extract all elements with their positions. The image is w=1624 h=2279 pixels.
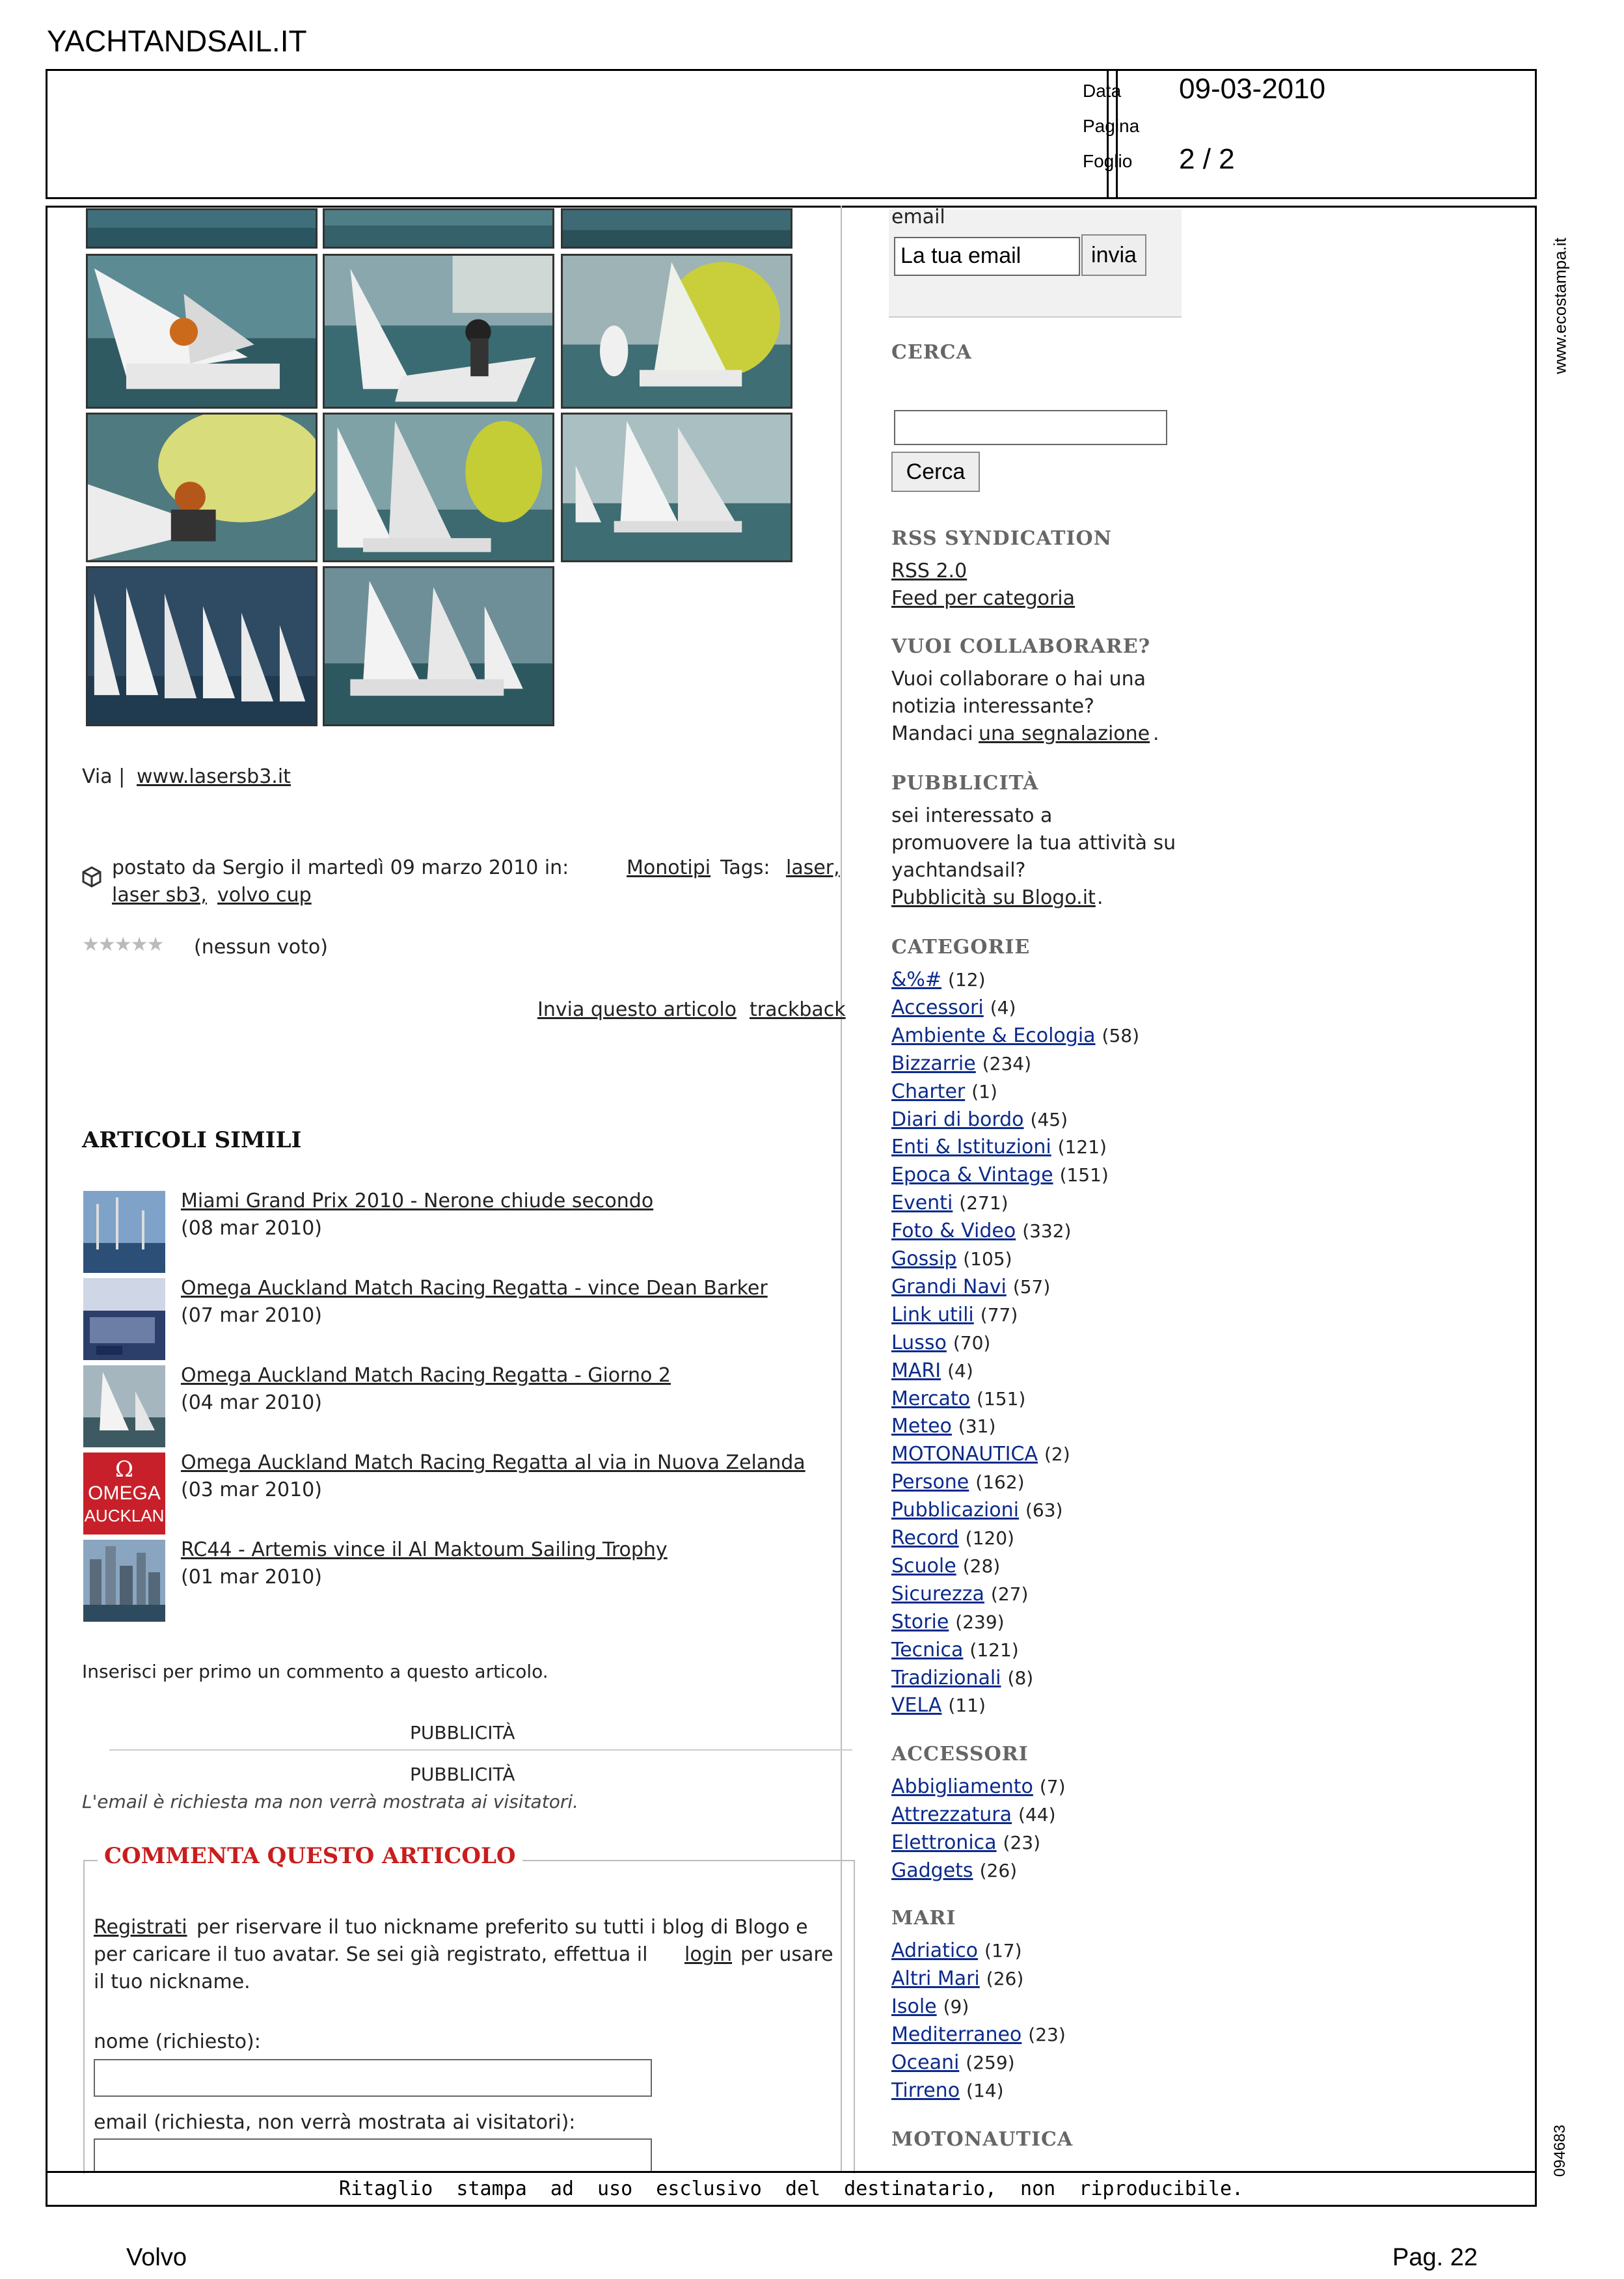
category-count: (27) xyxy=(990,1583,1029,1605)
category-count: (31) xyxy=(958,1415,996,1438)
category-count: (151) xyxy=(977,1387,1026,1410)
search-button[interactable]: Cerca xyxy=(891,452,980,492)
category-link[interactable]: Pubblicazioni xyxy=(891,1499,1019,1522)
category-item xyxy=(891,1775,1066,1798)
register-text: il tuo nickname. xyxy=(94,1971,250,1993)
category-count: (271) xyxy=(959,1192,1008,1214)
category-item xyxy=(891,2023,1066,2046)
register-link[interactable]: Registrati xyxy=(94,1916,187,1939)
category-count: (57) xyxy=(1012,1276,1051,1298)
category-link[interactable]: VELA xyxy=(891,1694,942,1717)
category-link[interactable]: Mercato xyxy=(891,1387,971,1410)
category-count: (44) xyxy=(1018,1803,1056,1825)
category-count: (234) xyxy=(982,1052,1032,1074)
category-link[interactable]: Oceani xyxy=(891,2051,960,2074)
category-link[interactable]: Bizzarrie xyxy=(891,1052,976,1075)
category-count: (11) xyxy=(948,1695,986,1717)
category-item xyxy=(891,1387,1025,1410)
category-count: (121) xyxy=(1057,1136,1107,1158)
category-link[interactable]: Scuole xyxy=(891,1554,956,1577)
category-item xyxy=(891,1080,997,1103)
advertising-heading: PUBBLICITÀ xyxy=(891,772,1039,795)
advertising-punct: . xyxy=(1097,886,1103,909)
category-link[interactable]: Meteo xyxy=(891,1415,952,1438)
category-count: (70) xyxy=(953,1331,991,1354)
collaborate-text: notizia interessante? xyxy=(891,695,1094,718)
category-item xyxy=(891,1303,1018,1326)
rss-link[interactable]: RSS 2.0 xyxy=(891,560,968,582)
category-link[interactable]: Tirreno xyxy=(891,2079,960,2102)
category-count: (23) xyxy=(1028,2023,1066,2045)
category-link[interactable]: Diari di bordo xyxy=(891,1108,1024,1131)
cube-icon xyxy=(81,866,103,888)
collaborate-punct: . xyxy=(1153,722,1159,745)
category-link[interactable]: Epoca & Vintage xyxy=(891,1164,1053,1187)
register-text: per caricare il tuo avatar. Se sei già registrato, effettua il xyxy=(94,1943,648,1966)
category-link[interactable]: &%# xyxy=(891,968,942,991)
seas-heading: MARI xyxy=(891,1907,956,1930)
category-item xyxy=(891,1995,969,2018)
sidebar-divider xyxy=(889,316,1182,318)
similar-articles-heading: ARTICOLI SIMILI xyxy=(82,1127,302,1153)
article-thumbnail[interactable] xyxy=(83,1540,165,1622)
register-text: per usare xyxy=(740,1943,833,1966)
category-link[interactable]: Foto & Video xyxy=(891,1220,1016,1243)
clipping-disclaimer: Ritaglio stampa ad uso esclusivo del destinatario, non riproducibile. xyxy=(338,2177,1244,2200)
powerboats-heading: MOTONAUTICA xyxy=(891,2128,1074,2151)
category-link[interactable]: Tradizionali xyxy=(891,1666,1001,1689)
register-text: per riservare il tuo nickname preferito su tutti i blog di Blogo e xyxy=(196,1916,808,1939)
category-link[interactable]: Accessori xyxy=(891,996,984,1019)
rss-heading: RSS SYNDICATION xyxy=(891,527,1113,550)
category-count: (12) xyxy=(948,969,986,990)
category-count: (1) xyxy=(971,1080,997,1102)
similar-article-date: (03 mar 2010) xyxy=(181,1479,322,1501)
name-label: nome (richiesto): xyxy=(94,2030,261,2053)
side-website-text xyxy=(1547,221,1573,390)
name-input[interactable] xyxy=(94,2059,652,2097)
category-item xyxy=(891,1667,1033,1689)
footer-page-number: Pag. 22 xyxy=(1392,2244,1478,2271)
rating-stars[interactable]: ★★★★★ xyxy=(82,933,163,956)
similar-article-date: (01 mar 2010) xyxy=(181,1566,322,1589)
category-link[interactable]: Eventi xyxy=(891,1192,953,1215)
category-item xyxy=(891,1024,1139,1047)
category-count: (105) xyxy=(963,1248,1012,1270)
date-value: 09-03-2010 xyxy=(1179,73,1326,105)
category-count: (8) xyxy=(1007,1667,1034,1689)
category-link[interactable]: Enti & Istituzioni xyxy=(891,1136,1051,1159)
category-link[interactable]: Gossip xyxy=(891,1248,957,1270)
ad-label: PUBBLICITÀ xyxy=(410,1722,515,1743)
omega-logo-subtext: AUCKLAN xyxy=(84,1506,165,1525)
gallery-photo[interactable] xyxy=(86,566,318,726)
omega-symbol-icon: Ω xyxy=(115,1456,134,1482)
category-item xyxy=(891,1694,986,1717)
footer-topic: Volvo xyxy=(126,2244,187,2271)
tag-link[interactable]: laser, xyxy=(786,856,840,879)
article-thumbnail[interactable] xyxy=(83,1278,165,1360)
publication-name: YACHTANDSAIL.IT xyxy=(47,24,307,58)
via-link[interactable]: www.lasersb3.it xyxy=(137,765,291,788)
gallery-photo[interactable] xyxy=(86,208,318,249)
search-input[interactable] xyxy=(894,410,1167,445)
category-link[interactable]: MARI xyxy=(891,1359,941,1382)
tags-label: Tags: xyxy=(720,856,770,879)
rating-text: (nessun voto) xyxy=(194,936,328,959)
category-count: (239) xyxy=(955,1611,1005,1633)
newsletter-email-placeholder: La tua email xyxy=(900,243,1022,268)
advertising-text: promuovere la tua attività su xyxy=(891,832,1176,854)
category-link[interactable]: Storie xyxy=(891,1610,949,1633)
gallery-photo[interactable] xyxy=(561,254,792,409)
gallery-photo[interactable] xyxy=(86,413,318,562)
advertising-link[interactable]: Pubblicità su Blogo.it xyxy=(891,886,1096,909)
sheet-value: 2 / 2 xyxy=(1179,143,1235,175)
category-item xyxy=(891,1052,1031,1075)
similar-article-link[interactable]: RC44 - Artemis vince il Al Maktoum Sailing Trophy xyxy=(181,1538,668,1561)
category-link[interactable]: Monotipi xyxy=(627,856,711,879)
category-count: (7) xyxy=(1039,1776,1066,1797)
ad-divider xyxy=(109,1749,852,1751)
article-thumbnail[interactable] xyxy=(83,1191,165,1273)
similar-article-date: (08 mar 2010) xyxy=(181,1217,322,1240)
category-count: (28) xyxy=(962,1555,1001,1577)
similar-article-link[interactable]: Omega Auckland Match Racing Regatta - Giorno 2 xyxy=(181,1364,671,1387)
category-count: (4) xyxy=(947,1359,973,1382)
category-link[interactable]: Sicurezza xyxy=(891,1582,984,1605)
category-count: (23) xyxy=(1003,1831,1041,1853)
category-item xyxy=(891,1611,1005,1633)
email-input[interactable] xyxy=(94,2138,652,2171)
category-count: (332) xyxy=(1022,1220,1072,1242)
category-item xyxy=(891,1583,1028,1605)
category-link[interactable]: Mediterraneo xyxy=(891,2023,1022,2046)
gallery-photo[interactable] xyxy=(323,208,554,249)
category-item xyxy=(891,1967,1023,1990)
email-label: email (richiesta, non verrà mostrata ai visitatori): xyxy=(94,2111,576,2134)
category-item xyxy=(891,1276,1050,1298)
category-item xyxy=(891,1939,1022,1962)
search-heading: CERCA xyxy=(891,341,972,364)
category-link[interactable]: Adriatico xyxy=(891,1939,979,1962)
category-count: (45) xyxy=(1030,1108,1068,1130)
category-item xyxy=(891,1831,1040,1854)
category-link[interactable]: Altri Mari xyxy=(891,1967,980,1990)
sheet-label: Foglio xyxy=(1083,151,1133,171)
report-link[interactable]: una segnalazione xyxy=(979,722,1150,745)
gallery-photo[interactable] xyxy=(323,413,554,562)
trackback-link[interactable]: trackback xyxy=(750,998,846,1021)
category-item xyxy=(891,1331,990,1354)
footer-rule xyxy=(46,2171,1537,2173)
collaborate-heading: VUOI COLLABORARE? xyxy=(891,635,1151,658)
category-link[interactable]: Grandi Navi xyxy=(891,1275,1007,1298)
tag-link[interactable]: volvo cup xyxy=(217,884,312,907)
date-label: Data xyxy=(1083,81,1122,101)
ad-label: PUBBLICITÀ xyxy=(410,1764,515,1785)
feed-category-link[interactable]: Feed per categoria xyxy=(891,587,1076,610)
category-count: (4) xyxy=(990,996,1016,1018)
category-link[interactable]: Ambiente & Ecologia xyxy=(891,1024,1096,1047)
publication-box xyxy=(47,71,1109,197)
category-link[interactable]: Gadgets xyxy=(891,1859,973,1882)
gallery-photo[interactable] xyxy=(323,254,554,409)
category-item xyxy=(891,1527,1014,1549)
category-item xyxy=(891,1108,1068,1131)
login-link[interactable]: login xyxy=(684,1943,733,1966)
category-link[interactable]: Record xyxy=(891,1527,959,1549)
category-item xyxy=(891,1248,1012,1270)
category-item xyxy=(891,1803,1056,1826)
category-link[interactable]: Abbigliamento xyxy=(891,1775,1033,1798)
gallery-photo[interactable] xyxy=(561,413,792,562)
category-count: (63) xyxy=(1025,1499,1063,1522)
category-link[interactable]: MOTONAUTICA xyxy=(891,1443,1038,1466)
category-item xyxy=(891,1415,995,1438)
newsletter-email-label: email xyxy=(891,206,945,228)
category-item xyxy=(891,1359,973,1382)
category-item xyxy=(891,2051,1015,2074)
category-item xyxy=(891,1499,1062,1522)
category-link[interactable]: Charter xyxy=(891,1080,966,1103)
newsletter-email-input[interactable] xyxy=(894,237,1080,276)
collaborate-text: Vuoi collaborare o hai una xyxy=(891,668,1146,690)
similar-article-link[interactable]: Miami Grand Prix 2010 - Nerone chiude secondo xyxy=(181,1190,654,1212)
category-count: (120) xyxy=(965,1527,1014,1549)
category-item xyxy=(891,1164,1109,1186)
category-count: (26) xyxy=(979,1859,1018,1881)
category-item xyxy=(891,1555,1000,1577)
category-count: (14) xyxy=(966,2079,1004,2101)
email-required-note: L'email è richiesta ma non verrà mostrata ai visitatori. xyxy=(82,1791,579,1812)
gallery-photo[interactable] xyxy=(323,566,554,726)
category-link[interactable]: Link utili xyxy=(891,1303,974,1326)
category-item xyxy=(891,996,1016,1019)
category-count: (58) xyxy=(1102,1024,1140,1046)
gallery-photo[interactable] xyxy=(561,208,792,249)
category-link[interactable]: Elettronica xyxy=(891,1831,997,1854)
advertising-text: sei interessato a xyxy=(891,804,1053,827)
category-count: (26) xyxy=(986,1967,1024,1989)
tag-link[interactable]: laser sb3, xyxy=(112,884,207,907)
category-link[interactable]: Attrezzatura xyxy=(891,1803,1012,1826)
comment-form-title: COMMENTA QUESTO ARTICOLO xyxy=(98,1843,522,1869)
side-website-label: www.ecostampa.it xyxy=(1550,238,1570,374)
category-item xyxy=(891,968,986,991)
category-count: (9) xyxy=(943,1995,969,2017)
category-item xyxy=(891,1471,1025,1494)
category-count: (162) xyxy=(975,1471,1025,1494)
similar-article-link[interactable]: Omega Auckland Match Racing Regatta al via in Nuova Zelanda xyxy=(181,1451,805,1474)
category-link[interactable]: Isole xyxy=(891,1995,937,2018)
category-link[interactable]: Tecnica xyxy=(891,1638,964,1661)
omega-logo-thumbnail[interactable] xyxy=(83,1453,165,1535)
category-count: (2) xyxy=(1044,1443,1070,1466)
category-link[interactable]: Lusso xyxy=(891,1331,947,1354)
category-item xyxy=(891,1639,1019,1661)
newsletter-submit-button[interactable]: invia xyxy=(1081,234,1146,276)
category-item xyxy=(891,1192,1008,1214)
article-thumbnail[interactable] xyxy=(83,1365,165,1447)
gallery-photo[interactable] xyxy=(86,254,318,409)
category-item xyxy=(891,1220,1071,1242)
category-count: (259) xyxy=(966,2051,1015,2073)
category-count: (17) xyxy=(984,1940,1022,1961)
omega-logo-text: OMEGA xyxy=(88,1482,161,1504)
category-count: (121) xyxy=(969,1639,1019,1661)
via-label: Via | xyxy=(82,765,126,788)
category-item xyxy=(891,1136,1107,1158)
category-link[interactable]: Persone xyxy=(891,1471,969,1494)
posted-by-text: postato da Sergio il martedì 09 marzo 2010 in: xyxy=(112,856,569,879)
category-item xyxy=(891,1443,1070,1466)
similar-article-date: (04 mar 2010) xyxy=(181,1391,322,1414)
collaborate-text: Mandaci xyxy=(891,722,973,745)
category-count: (77) xyxy=(980,1303,1018,1326)
similar-article-link[interactable]: Omega Auckland Match Racing Regatta - vince Dean Barker xyxy=(181,1277,768,1300)
category-item xyxy=(891,1859,1017,1882)
categories-heading: CATEGORIE xyxy=(891,936,1031,959)
category-item xyxy=(891,2079,1004,2102)
accessories-heading: ACCESSORI xyxy=(891,1743,1029,1766)
similar-article-date: (07 mar 2010) xyxy=(181,1304,322,1327)
send-article-link[interactable]: Invia questo articolo xyxy=(537,998,737,1021)
advertising-text: yachtandsail? xyxy=(891,859,1026,882)
category-count: (151) xyxy=(1059,1164,1109,1186)
page-label: Pagina xyxy=(1083,116,1140,136)
first-comment-prompt: Inserisci per primo un commento a questo articolo. xyxy=(82,1661,548,1682)
side-code-text xyxy=(1547,2115,1573,2187)
side-code-label: 094683 xyxy=(1551,2124,1569,2177)
